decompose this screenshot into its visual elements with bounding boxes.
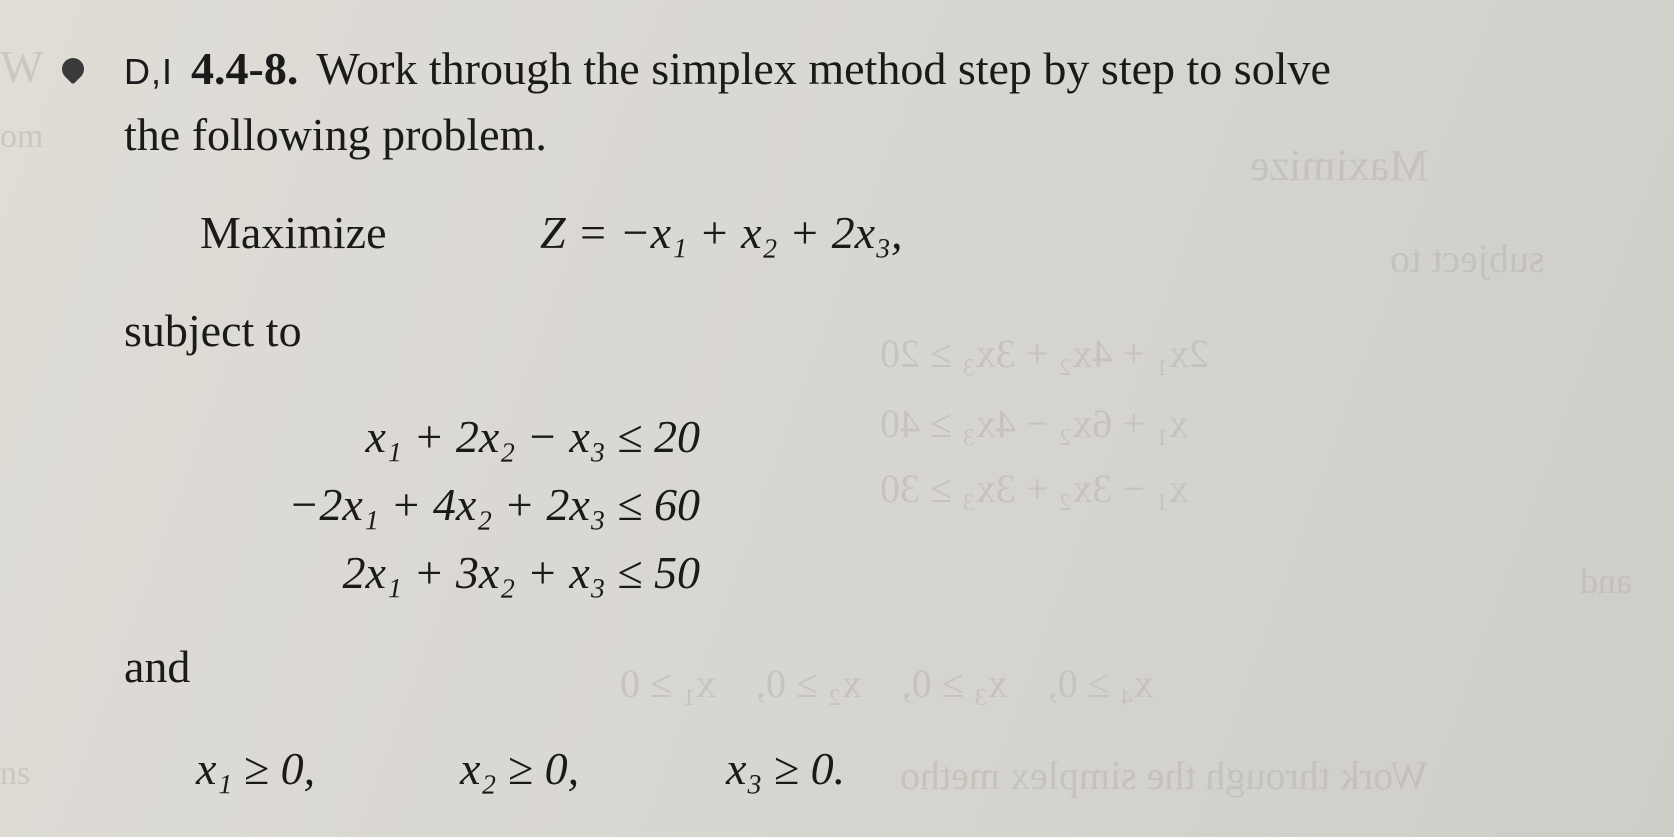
bullet-marker-icon bbox=[57, 53, 88, 84]
and-label: and bbox=[124, 641, 191, 692]
bleed-through-text: x₄ ≥ 0, x₃ ≥ 0, x₂ ≥ 0, x₁ ≥ 0 bbox=[620, 661, 1154, 706]
problem-statement-line-1: Work through the simplex method step by step to solve bbox=[316, 43, 1331, 94]
problem-prefix: D,I bbox=[124, 51, 174, 92]
constraint-block bbox=[180, 410, 700, 610]
bleed-through-text: W bbox=[0, 41, 44, 92]
bleed-through-text: Maximize bbox=[1250, 141, 1429, 190]
bleed-through-text: 2x₁ + 4x₂ + 3x₃ ≥ 20 bbox=[880, 331, 1209, 376]
constraint-3: 2x₁ + 3x₂ + x₃ ≤ 50 bbox=[342, 547, 700, 598]
bleed-through-text: and bbox=[1580, 561, 1632, 601]
nonnegativity-x1: x₁ ≥ 0, bbox=[196, 743, 316, 794]
objective-function: Z = −x₁ + x₂ + 2x₃, bbox=[540, 207, 903, 258]
bleed-through-text: Work through the simplex metho bbox=[900, 753, 1428, 798]
objective-keyword: Maximize bbox=[200, 207, 387, 258]
subject-to-label: subject to bbox=[124, 305, 302, 356]
nonnegativity-x3: x₃ ≥ 0. bbox=[726, 743, 846, 794]
bleed-through-text: x₁ + 6x₂ − 4x₃ ≥ 40 bbox=[880, 401, 1189, 446]
problem-statement-line-2: the following problem. bbox=[124, 109, 547, 160]
bleed-through-text: x₁ − 3x₂ + 3x₃ ≥ 30 bbox=[880, 466, 1189, 511]
constraint-2: −2x₁ + 4x₂ + 2x₃ ≤ 60 bbox=[288, 479, 700, 530]
problem-number: 4.4-8. bbox=[191, 43, 299, 94]
constraint-1: x₁ + 2x₂ − x₃ ≤ 20 bbox=[365, 411, 700, 462]
nonnegativity-x2: x₂ ≥ 0, bbox=[460, 743, 580, 794]
problem-heading bbox=[124, 42, 1331, 95]
bleed-through-text: subject to bbox=[1390, 236, 1545, 281]
bleed-through-text: om bbox=[0, 118, 44, 155]
bleed-through-text: ns bbox=[0, 755, 31, 792]
